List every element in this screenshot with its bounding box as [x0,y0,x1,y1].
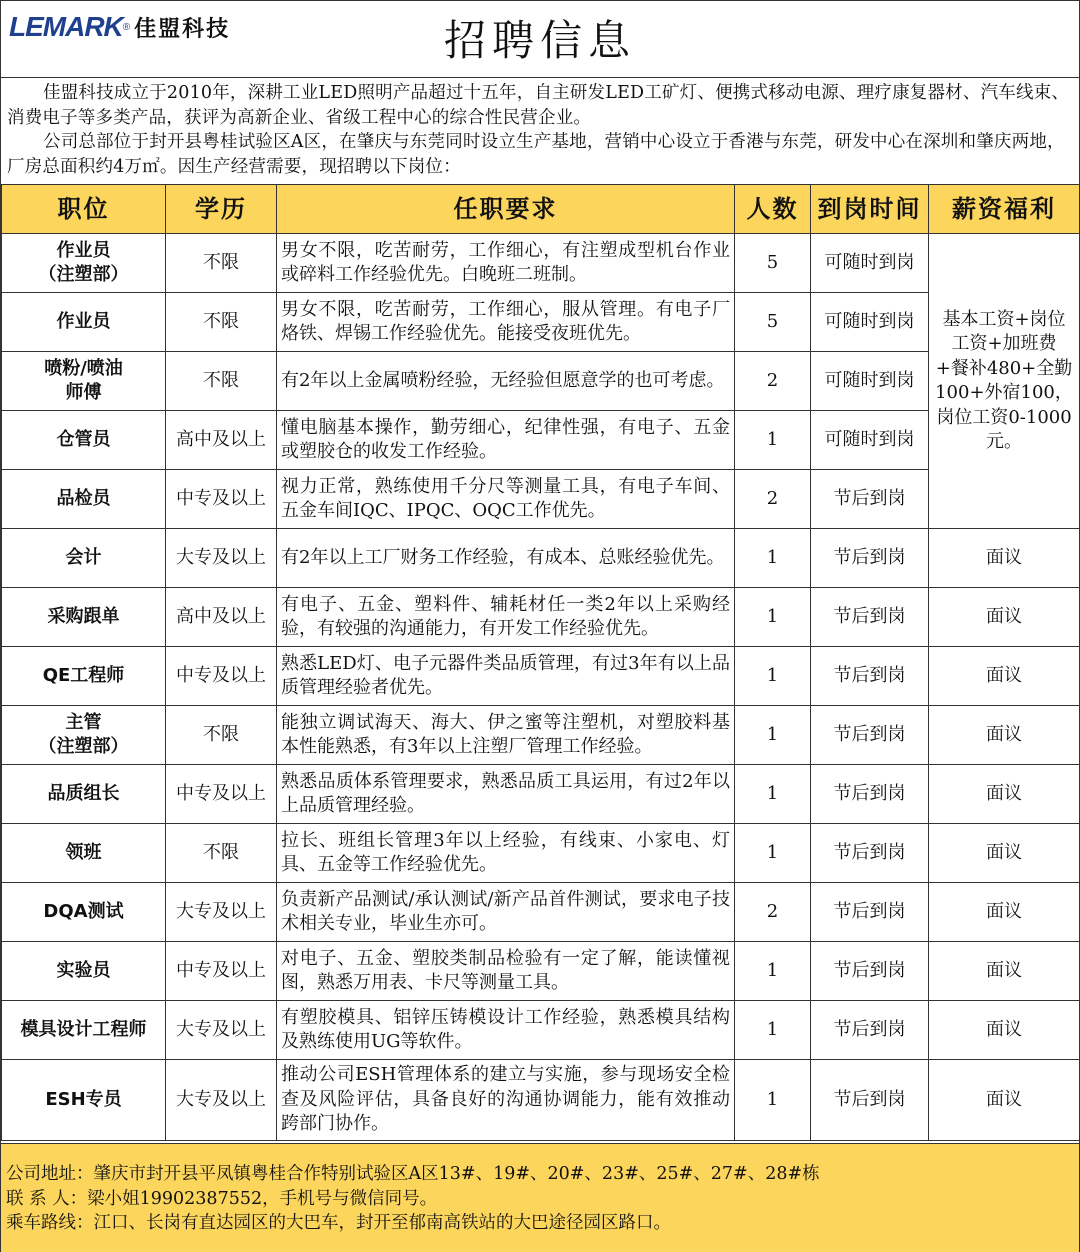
job-requirements: 有电子、五金、塑料件、辅耗材任一类2年以上采购经验，有较强的沟通能力，有开发工作经验优先。 [277,588,735,647]
job-count: 5 [735,234,811,293]
table-row [2,529,1080,588]
job-position: 仓管员 [2,411,166,470]
job-position: DQA测试 [2,883,166,942]
job-arrival: 节后到岗 [811,470,929,529]
job-count: 1 [735,706,811,765]
job-count: 2 [735,352,811,411]
job-count: 1 [735,1001,811,1060]
job-rows [2,234,1080,1141]
job-education: 中专及以上 [166,470,277,529]
job-salary: 面议 [929,765,1080,824]
job-salary: 面议 [929,706,1080,765]
table-row [2,765,1080,824]
header-position: 职位 [2,185,166,234]
job-position: 品质组长 [2,765,166,824]
job-count: 2 [735,470,811,529]
job-arrival: 可随时到岗 [811,234,929,293]
job-requirements: 有2年以上工厂财务工作经验，有成本、总账经验优先。 [277,529,735,588]
job-arrival: 节后到岗 [811,942,929,1001]
job-position: 采购跟单 [2,588,166,647]
job-count: 1 [735,588,811,647]
logo-company-name: 佳盟科技 [134,16,231,42]
job-requirements: 男女不限，吃苦耐劳，工作细心，有注塑成型机台作业或碎料工作经验优先。白晚班二班制。 [277,234,735,293]
table-row [2,883,1080,942]
job-position: 品检员 [2,470,166,529]
table-row [2,411,1080,470]
job-education: 大专及以上 [166,529,277,588]
job-position: ESH专员 [2,1060,166,1141]
job-requirements: 负责新产品测试/承认测试/新产品首件测试，要求电子技术相关专业，毕业生亦可。 [277,883,735,942]
job-salary: 面议 [929,883,1080,942]
table-row [2,293,1080,352]
job-count: 1 [735,411,811,470]
company-intro [7,81,1075,179]
logo-registered-mark: ® [122,21,131,33]
job-count: 1 [735,942,811,1001]
job-requirements: 有2年以上金属喷粉经验，无经验但愿意学的也可考虑。 [277,352,735,411]
job-requirements: 拉长、班组长管理3年以上经验，有线束、小家电、灯具、五金等工作经验优先。 [277,824,735,883]
job-arrival: 节后到岗 [811,588,929,647]
job-arrival: 节后到岗 [811,706,929,765]
job-arrival: 可随时到岗 [811,411,929,470]
job-salary: 面议 [929,529,1080,588]
job-position: 喷粉/喷油 师傅 [2,352,166,411]
job-requirements: 有塑胶模具、铝锌压铸模设计工作经验，熟悉模具结构及熟练使用UG等软件。 [277,1001,735,1060]
table-header-row [2,185,1080,234]
job-requirements: 熟悉LED灯、电子元器件类品质管理，有过3年有以上品质管理经验者优先。 [277,647,735,706]
job-education: 大专及以上 [166,1001,277,1060]
job-count: 1 [735,824,811,883]
jobs-table [1,184,1080,1141]
job-arrival: 节后到岗 [811,765,929,824]
logo-brand: LEMARK [9,11,123,42]
job-count: 2 [735,883,811,942]
table-row [2,234,1080,293]
job-position: 主管 （注塑部） [2,706,166,765]
page-title: 招聘信息 [443,16,636,65]
job-education: 不限 [166,706,277,765]
header-arrival: 到岗时间 [811,185,929,234]
job-salary: 面议 [929,647,1080,706]
job-requirements: 视力正常，熟练使用千分尺等测量工具，有电子车间、五金车间IQC、IPQC、OQC工作优先。 [277,470,735,529]
table-row [2,588,1080,647]
job-arrival: 可随时到岗 [811,352,929,411]
table-row [2,352,1080,411]
job-arrival: 节后到岗 [811,1001,929,1060]
job-education: 中专及以上 [166,647,277,706]
job-count: 5 [735,293,811,352]
intro-paragraph-2: 公司总部位于封开县粤桂试验区A区，在肇庆与东莞同时设立生产基地，营销中心设立于香港与东莞，研发中心在深圳和肇庆两地，厂房总面积约4万㎡。因生产经营需要，现招聘以下岗位： [7,132,1065,177]
job-salary: 面议 [929,824,1080,883]
job-position: 模具设计工程师 [2,1001,166,1060]
job-count: 1 [735,1060,811,1141]
job-requirements: 懂电脑基本操作，勤劳细心，纪律性强，有电子、五金或塑胶仓的收发工作经验。 [277,411,735,470]
header-requirements: 任职要求 [277,185,735,234]
page-header [1,1,1079,78]
job-position: QE工程师 [2,647,166,706]
salary-benefits-merged: 基本工资+岗位工资+加班费+餐补480+全勤100+外宿100，岗位工资0-1000元。 [929,234,1080,529]
job-salary: 面议 [929,942,1080,1001]
header-count: 人数 [735,185,811,234]
job-education: 高中及以上 [166,588,277,647]
job-education: 不限 [166,352,277,411]
job-arrival: 节后到岗 [811,824,929,883]
table-row [2,824,1080,883]
job-arrival: 节后到岗 [811,529,929,588]
job-count: 1 [735,765,811,824]
job-requirements: 熟悉品质体系管理要求，熟悉品质工具运用，有过2年以上品质管理经验。 [277,765,735,824]
table-row [2,706,1080,765]
intro-paragraph-1: 佳盟科技成立于2010年，深耕工业LED照明产品超过十五年，自主研发LED工矿灯、便携式移动电源、理疗康复器材、汽车线束、消费电子等多类产品，获评为高新企业、省级工程中心的综合性民营企业。 [7,83,1070,128]
job-education: 不限 [166,234,277,293]
job-arrival: 可随时到岗 [811,293,929,352]
job-education: 中专及以上 [166,765,277,824]
table-row [2,647,1080,706]
job-salary: 面议 [929,588,1080,647]
job-salary: 面议 [929,1001,1080,1060]
table-row [2,470,1080,529]
job-requirements: 能独立调试海天、海大、伊之蜜等注塑机，对塑胶料基本性能熟悉，有3年以上注塑厂管理工作经验。 [277,706,735,765]
contact-person: 联 系 人：梁小姐19902387552，手机号与微信同号。 [6,1188,438,1209]
job-education: 大专及以上 [166,883,277,942]
job-position: 作业员 [2,293,166,352]
job-education: 不限 [166,293,277,352]
bus-route: 乘车路线：江口、长岗有直达园区的大巴车，封开至郁南高铁站的大巴途径园区路口。 [6,1213,671,1233]
job-salary: 面议 [929,1060,1080,1141]
job-position: 领班 [2,824,166,883]
header-education: 学历 [166,185,277,234]
job-position: 作业员 （注塑部） [2,234,166,293]
job-requirements: 男女不限，吃苦耐劳，工作细心，服从管理。有电子厂烙铁、焊锡工作经验优先。能接受夜班优先。 [277,293,735,352]
company-address: 公司地址：肇庆市封开县平凤镇粤桂合作特别试验区A区13#、19#、20#、23#、25#、27#、28#栋 [6,1164,820,1184]
job-education: 高中及以上 [166,411,277,470]
job-count: 1 [735,529,811,588]
job-requirements: 对电子、五金、塑胶类制品检验有一定了解，能读懂视图，熟悉万用表、卡尺等测量工具。 [277,942,735,1001]
job-count: 1 [735,647,811,706]
job-arrival: 节后到岗 [811,647,929,706]
job-arrival: 节后到岗 [811,1060,929,1141]
contact-footer [1,1143,1079,1252]
job-position: 实验员 [2,942,166,1001]
job-requirements: 推动公司ESH管理体系的建立与实施，参与现场安全检查及风险评估，具备良好的沟通协调能力，能有效推动跨部门协作。 [277,1060,735,1141]
table-row [2,1060,1080,1141]
header-salary: 薪资福利 [929,185,1080,234]
job-arrival: 节后到岗 [811,883,929,942]
job-education: 大专及以上 [166,1060,277,1141]
table-row [2,1001,1080,1060]
table-row [2,942,1080,1001]
job-position: 会计 [2,529,166,588]
job-education: 中专及以上 [166,942,277,1001]
job-education: 不限 [166,824,277,883]
